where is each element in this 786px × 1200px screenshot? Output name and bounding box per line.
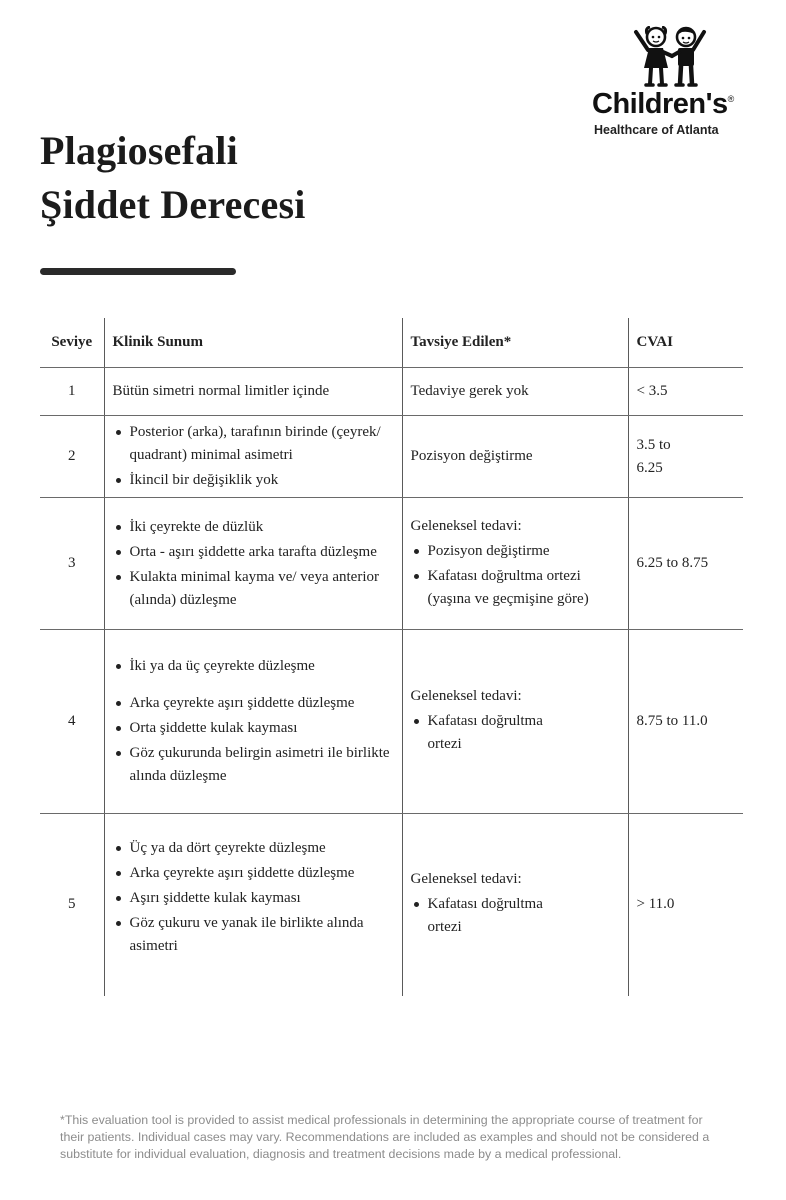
row-cvai: 8.75 to 11.0 [628, 630, 743, 814]
list-item: Göz çukuru ve yanak ile birlikte alında asimetri [113, 912, 394, 958]
row-clinical [104, 814, 402, 996]
header-recommended: Tavsiye Edilen* [402, 318, 628, 368]
table-row [40, 416, 743, 498]
row-level: 2 [40, 416, 104, 498]
logo-subtitle: Healthcare of Atlanta [594, 123, 719, 137]
row-recommended [402, 630, 628, 814]
list-item: Göz çukurunda belirgin asimetri ile birlikte alında düzleşme [113, 742, 394, 788]
severity-table [40, 318, 743, 996]
row-cvai: 6.25 to 8.75 [628, 498, 743, 630]
page-title-line-1: Plagiosefali [40, 128, 238, 173]
page-title-line-2: Şiddet Derecesi [40, 182, 306, 227]
row-cvai [628, 416, 743, 498]
header-cvai: CVAI [628, 318, 743, 368]
row-clinical: Bütün simetri normal limitler içinde [104, 368, 402, 416]
logo-brand-name: Children's® [592, 88, 734, 120]
table-row [40, 498, 743, 630]
row-recommended [402, 814, 628, 996]
row-level: 3 [40, 498, 104, 630]
recommended-heading: Geleneksel tedavi: [410, 871, 522, 888]
row-clinical [104, 498, 402, 630]
row-level: 1 [40, 368, 104, 416]
list-item: İki çeyrekte de düzlük [113, 516, 394, 539]
list-item: Üç ya da dört çeyrekte düzleşme [113, 837, 394, 860]
table-row [40, 630, 743, 814]
list-item: İkincil bir değişiklik yok [113, 469, 394, 492]
row-recommended [402, 498, 628, 630]
children-holding-hands-icon [632, 26, 708, 88]
list-item: Kafatası doğrultma ortezi [411, 893, 561, 939]
header-clinical: Klinik Sunum [104, 318, 402, 368]
list-item: Aşırı şiddette kulak kayması [113, 887, 394, 910]
recommended-heading: Geleneksel tedavi: [410, 688, 522, 704]
table-header-row [40, 318, 743, 368]
table-row [40, 368, 743, 416]
recommended-heading: Geleneksel tedavi: [410, 517, 522, 534]
list-item: Kafatası doğrultma ortezi (yaşına ve geçmişine göre) [411, 565, 620, 611]
list-item: Kulakta minimal kayma ve/ veya anterior (alında) düzleşme [113, 566, 394, 612]
list-item: Arka çeyrekte aşırı şiddette düzleşme [113, 692, 394, 715]
header-level: Seviye [40, 318, 104, 368]
row-clinical [104, 416, 402, 498]
row-level: 4 [40, 630, 104, 814]
list-item: Pozisyon değiştirme [411, 540, 620, 563]
title-underline [40, 268, 236, 275]
page-title [40, 124, 306, 232]
row-cvai: > 11.0 [628, 814, 743, 996]
row-recommended: Tedaviye gerek yok [402, 368, 628, 416]
row-level: 5 [40, 814, 104, 996]
list-item: Orta şiddette kulak kayması [113, 717, 394, 740]
row-cvai: < 3.5 [628, 368, 743, 416]
list-item: Orta - aşırı şiddette arka tarafta düzleşme [113, 541, 394, 564]
list-item: Kafatası doğrultma ortezi [411, 710, 561, 756]
row-recommended: Pozisyon değiştirme [402, 416, 628, 498]
disclaimer-footnote: *This evaluation tool is provided to assist medical professionals in determining the appropriate course of treatment for their patients. Individual cases may vary. Recommendations are included as examples and should not be considered a substitute for individual evaluation, diagnosis and treatment decisions made by a medical professional. [60, 1113, 710, 1161]
table-row [40, 814, 743, 996]
list-item: Posterior (arka), tarafının birinde (çeyrek/ quadrant) minimal asimetri [113, 421, 394, 467]
list-item: Arka çeyrekte aşırı şiddette düzleşme [113, 862, 394, 885]
childrens-healthcare-logo [592, 26, 762, 141]
row-clinical [104, 630, 402, 814]
cvai-value: 3.5 to 6.25 [636, 436, 671, 476]
list-item: İki ya da üç çeyrekte düzleşme [113, 655, 394, 678]
